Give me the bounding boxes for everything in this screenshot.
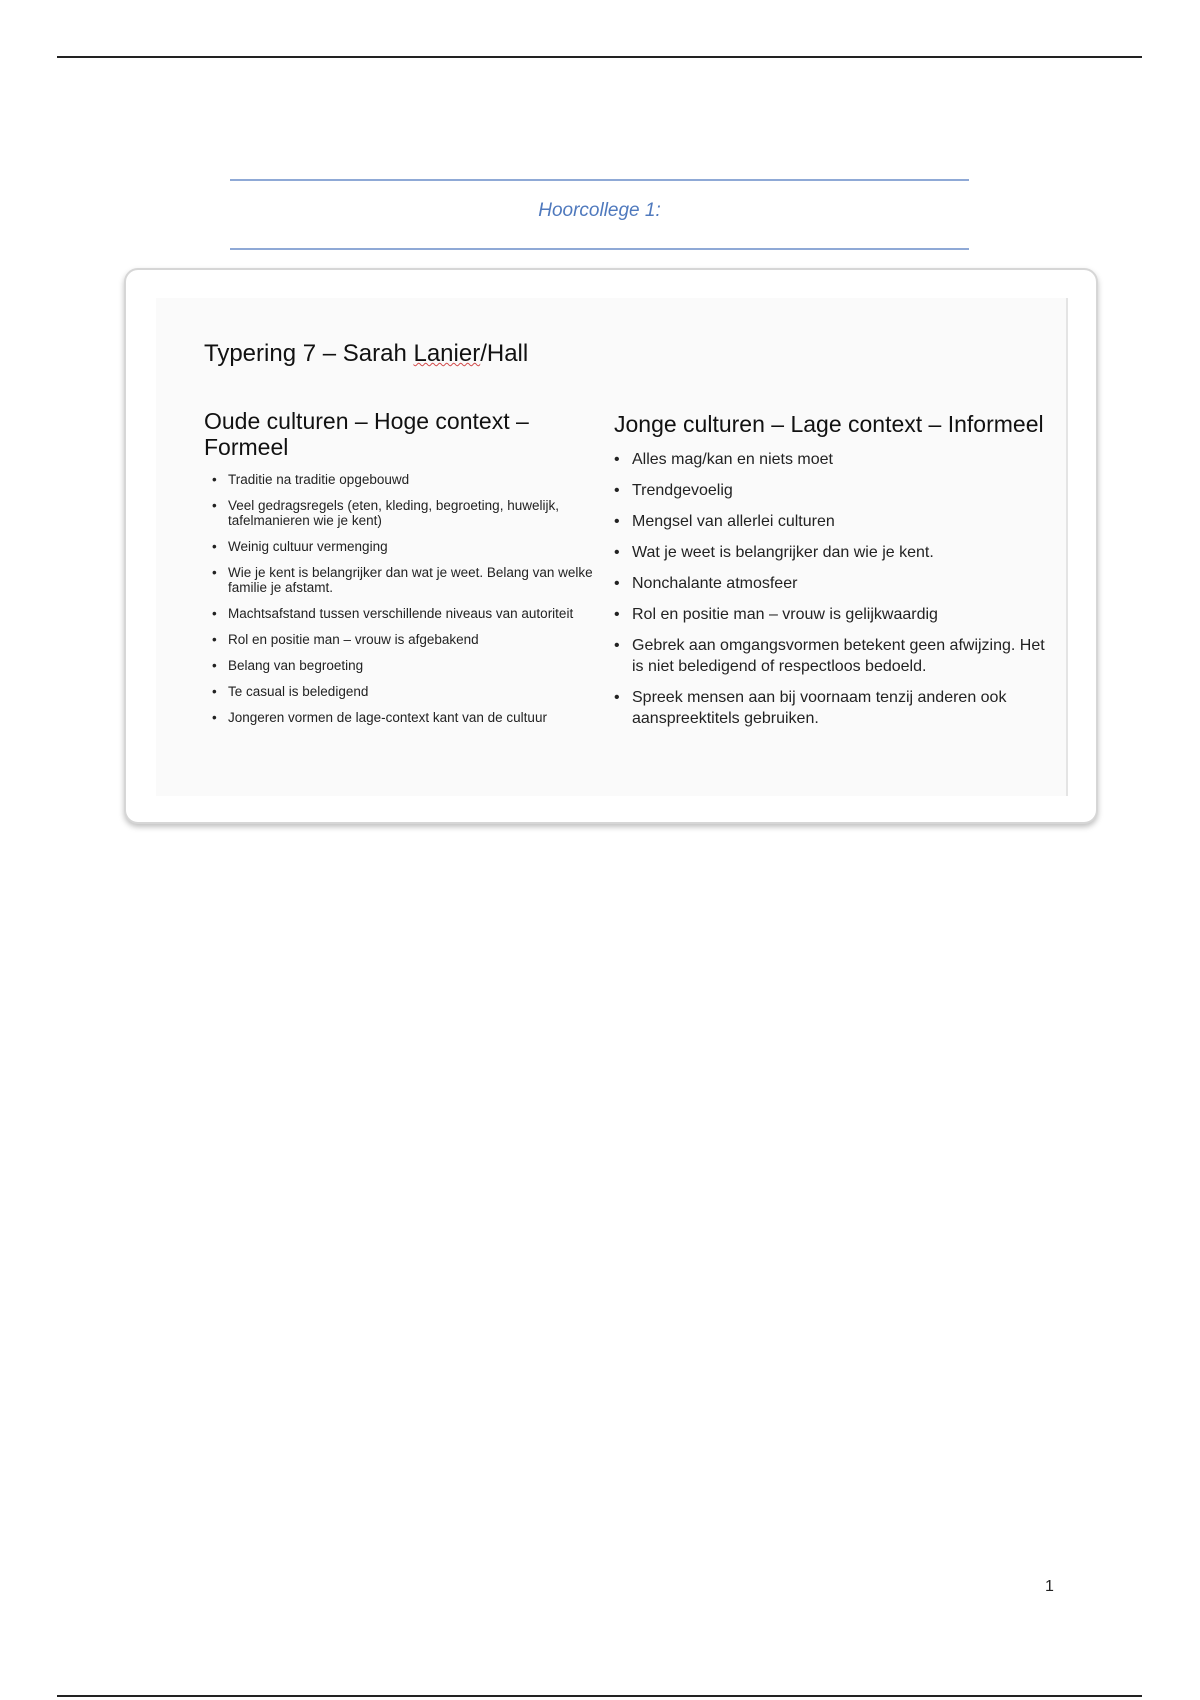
list-item-text: Wie je kent is belangrijker dan wat je weet. Belang van welke familie je afstamt.	[228, 565, 593, 595]
bullet-icon: •	[212, 498, 217, 513]
list-item	[204, 632, 604, 647]
list-item	[614, 573, 1054, 594]
list-item-text: Alles mag/kan en niets moet	[632, 451, 833, 468]
left-column	[204, 408, 604, 736]
list-item	[204, 684, 604, 699]
list-item-text: Jongeren vormen de lage-context kant van de cultuur	[228, 710, 547, 725]
left-column-heading: Oude culturen – Hoge context – Formeel	[204, 408, 529, 460]
list-item	[614, 480, 1054, 501]
list-item-text: Rol en positie man – vrouw is gelijkwaardig	[632, 606, 938, 623]
bullet-icon: •	[212, 606, 217, 621]
bullet-icon: •	[614, 451, 620, 468]
list-item	[204, 565, 604, 595]
list-item-text: Weinig cultuur vermenging	[228, 539, 388, 554]
bullet-icon: •	[614, 575, 620, 592]
list-item-text: Veel gedragsregels (eten, kleding, begroeting, huwelijk, tafelmanieren wie je kent)	[228, 498, 559, 528]
list-item-text: Belang van begroeting	[228, 658, 364, 673]
list-item-text: Machtsafstand tussen verschillende niveaus van autoriteit	[228, 606, 574, 621]
bullet-icon: •	[212, 632, 217, 647]
heading-lower-rule	[230, 248, 969, 250]
footer-rule	[57, 1695, 1142, 1697]
list-item	[204, 606, 604, 621]
list-item	[204, 539, 604, 554]
list-item-text: Trendgevoelig	[632, 482, 733, 499]
list-item	[204, 658, 604, 673]
list-item-text: Spreek mensen aan bij voornaam tenzij anderen ook aanspreektitels gebruiken.	[632, 689, 1007, 727]
list-item-text: Te casual is beledigend	[228, 684, 369, 699]
slide-title	[204, 340, 528, 368]
bullet-icon: •	[614, 513, 620, 530]
list-item-text: Traditie na traditie opgebouwd	[228, 472, 410, 487]
heading-upper-rule	[230, 179, 969, 181]
bullet-icon: •	[212, 565, 217, 580]
bullet-icon: •	[212, 472, 217, 487]
slide	[156, 298, 1068, 796]
slide-image-frame	[124, 268, 1098, 824]
list-item	[614, 635, 1054, 677]
list-item-text: Mengsel van allerlei culturen	[632, 513, 835, 530]
bullet-icon: •	[614, 482, 620, 499]
list-item-text: Gebrek aan omgangsvormen betekent geen afwijzing. Het is niet beledigend of respectloos bedoeld.	[632, 637, 1045, 675]
bullet-icon: •	[212, 710, 217, 725]
page-number: 1	[1045, 1578, 1054, 1595]
bullet-icon: •	[614, 637, 620, 654]
bullet-icon: •	[212, 684, 217, 699]
slide-title-spellcheck-word: Lanier	[413, 340, 481, 367]
bullet-icon: •	[614, 606, 620, 623]
right-column-heading: Jonge culturen – Lage context – Informeel	[614, 411, 1044, 437]
header-rule	[57, 56, 1142, 58]
bullet-icon: •	[212, 658, 217, 673]
list-item	[614, 542, 1054, 563]
bullet-icon: •	[212, 539, 217, 554]
slide-title-suffix: /Hall	[480, 340, 529, 367]
list-item	[204, 498, 604, 528]
list-item	[204, 710, 604, 725]
list-item	[614, 604, 1054, 625]
list-item	[614, 511, 1054, 532]
right-bullet-list	[614, 449, 1054, 729]
list-item	[614, 687, 1054, 729]
bullet-icon: •	[614, 544, 620, 561]
list-item-text: Wat je weet is belangrijker dan wie je kent.	[632, 544, 934, 561]
left-bullet-list	[204, 472, 604, 725]
right-column	[614, 411, 1054, 739]
list-item	[614, 449, 1054, 470]
list-item-text: Rol en positie man – vrouw is afgebakend	[228, 632, 479, 647]
bullet-icon: •	[614, 689, 620, 706]
list-item	[204, 472, 604, 487]
list-item-text: Nonchalante atmosfeer	[632, 575, 798, 592]
section-heading: Hoorcollege 1:	[538, 200, 661, 221]
slide-title-prefix: Typering 7 – Sarah	[204, 340, 414, 367]
